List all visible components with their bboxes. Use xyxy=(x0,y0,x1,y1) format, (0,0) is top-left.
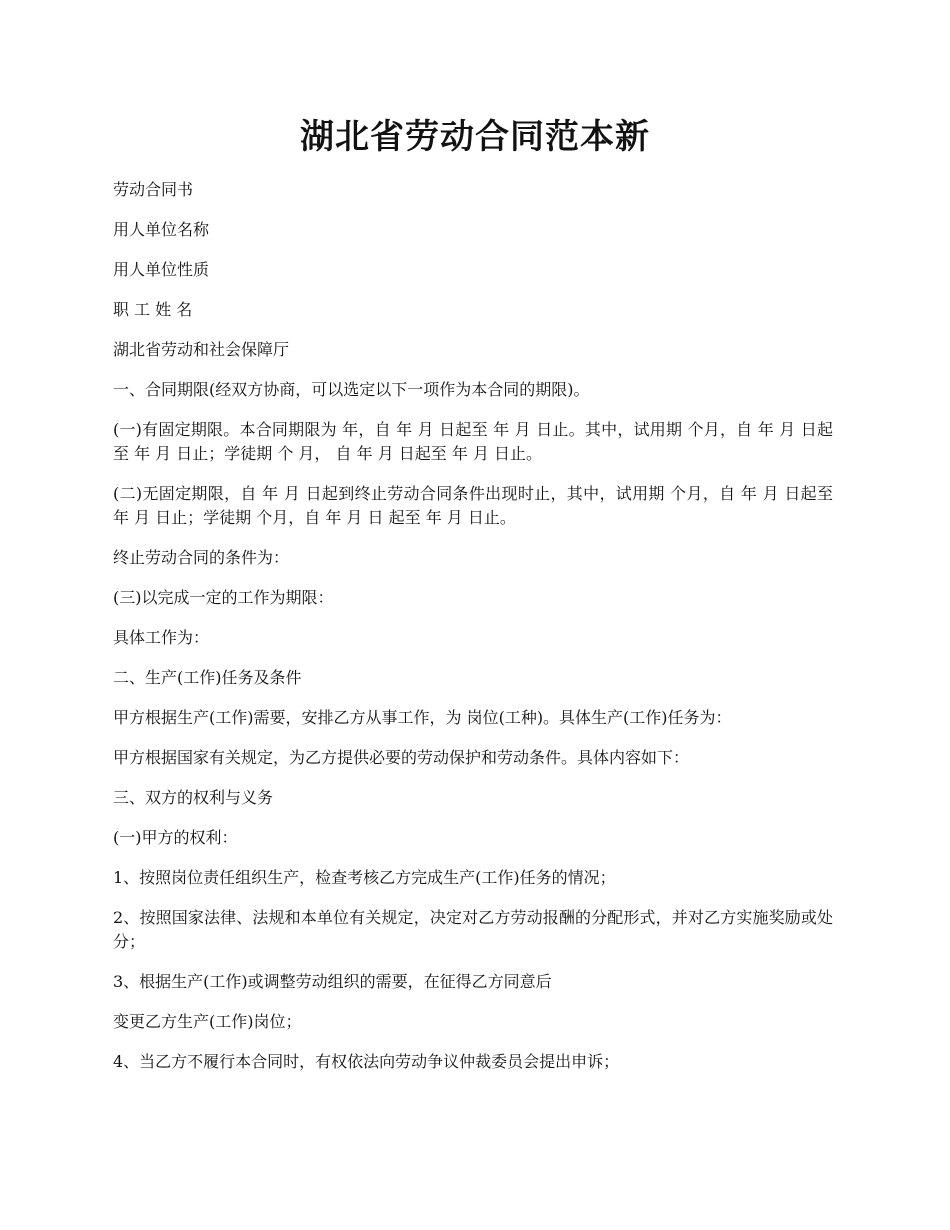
termination-conditions: 终止劳动合同的条件为： xyxy=(113,548,290,567)
heading-contract-book: 劳动合同书 xyxy=(113,180,194,199)
document-body xyxy=(113,178,833,1090)
section-3-item-3-continued: 变更乙方生产(工作)岗位； xyxy=(113,1012,302,1031)
field-employer-type: 用人单位性质 xyxy=(113,260,210,279)
section-3-item-2: 2、按照国家法律、法规和本单位有关规定，决定对乙方劳动报酬的分配形式，并对乙方实施奖励或处分； xyxy=(113,908,833,951)
section-1-item-2: (二)无固定期限，自 年 月 日起到终止劳动合同条件出现时止，其中，试用期 个月，自 年 月 日起至 年 月 日止；学徒期 个月，自 年 月 日 起至 年 月 日止。 xyxy=(113,484,833,527)
section-3-heading: 三、双方的权利与义务 xyxy=(113,788,274,807)
document-title: 湖北省劳动合同范本新 xyxy=(300,117,650,157)
field-employee-name: 职 工 姓 名 xyxy=(113,300,193,319)
section-1-heading: 一、合同期限(经双方协商，可以选定以下一项作为本合同的期限)。 xyxy=(113,380,590,399)
issuer-department: 湖北省劳动和社会保障厅 xyxy=(113,340,290,359)
section-2-paragraph-2: 甲方根据国家有关规定，为乙方提供必要的劳动保护和劳动条件。具体内容如下： xyxy=(113,748,690,767)
section-3-item-3: 3、根据生产(工作)或调整劳动组织的需要，在征得乙方同意后 xyxy=(113,972,552,991)
field-employer-name: 用人单位名称 xyxy=(113,220,210,239)
section-1-item-3: (三)以完成一定的工作为期限： xyxy=(113,588,334,607)
section-3-item-4: 4、当乙方不履行本合同时，有权依法向劳动争议仲裁委员会提出申诉； xyxy=(113,1052,620,1071)
section-2-paragraph-1: 甲方根据生产(工作)需要，安排乙方从事工作，为 岗位(工种)。具体生产(工作)任务为： xyxy=(113,708,732,727)
section-3-subheading-1: (一)甲方的权利： xyxy=(113,828,238,847)
specific-work: 具体工作为： xyxy=(113,628,210,647)
section-2-heading: 二、生产(工作)任务及条件 xyxy=(113,668,302,687)
section-3-item-1: 1、按照岗位责任组织生产，检查考核乙方完成生产(工作)任务的情况； xyxy=(113,868,616,887)
section-1-item-1: (一)有固定期限。本合同期限为 年，自 年 月 日起至 年 月 日止。其中，试用期 个月，自 年 月 日起至 年 月 日止；学徒期 个 月， 自 年 月 日起至 年 月 日止。 xyxy=(113,420,833,463)
